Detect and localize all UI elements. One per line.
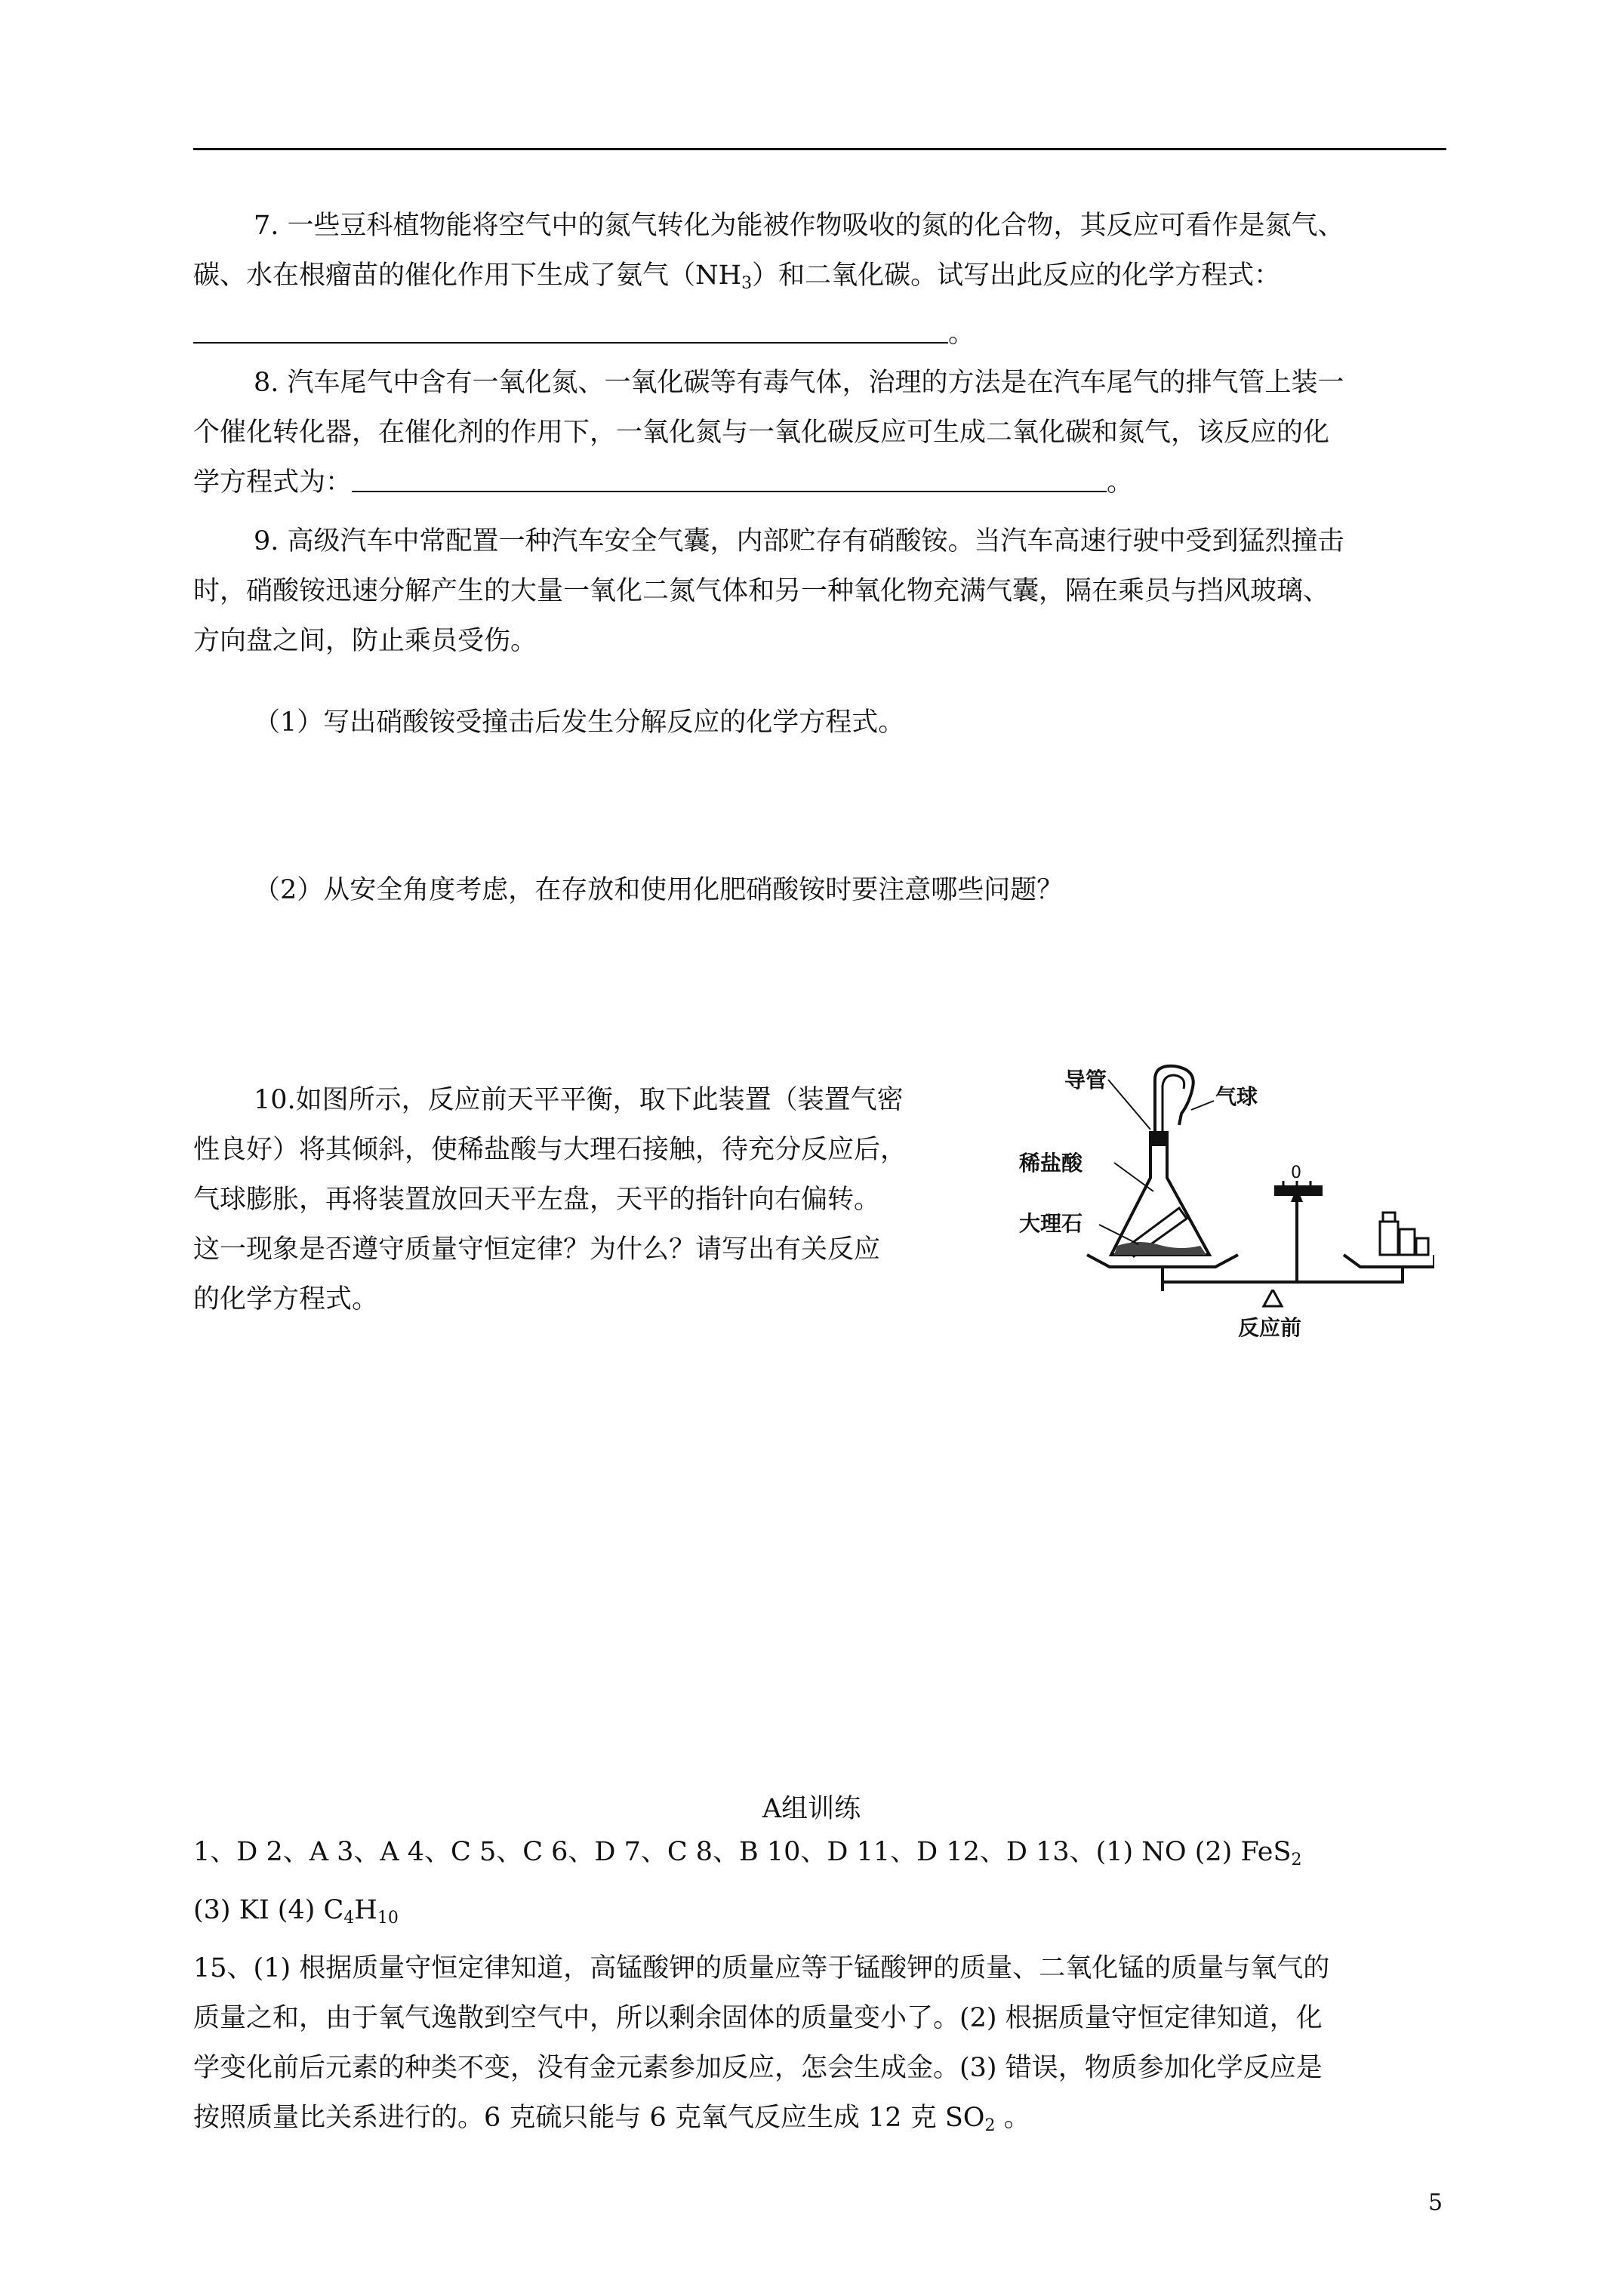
label-caption: 反应前 xyxy=(1238,1315,1302,1340)
answers-row-5: 学变化前后元素的种类不变，没有金元素参加反应，怎会生成金。(3) 错误，物质参加化学反应是 xyxy=(193,2053,1323,2083)
label-zero: 0 xyxy=(1291,1163,1301,1182)
right-pan xyxy=(1344,1255,1434,1267)
q7-answer-line: 。 xyxy=(193,309,1449,359)
answers-row-2: (3) KI (4) $C_4H_{10}$ xyxy=(193,1895,399,1928)
question-9 xyxy=(193,516,1449,666)
answer-blank xyxy=(193,319,948,344)
question-8 xyxy=(193,358,1449,507)
answers-heading: A组训练 xyxy=(762,1794,861,1824)
marble-shape xyxy=(1114,1242,1206,1255)
left-pan xyxy=(1087,1255,1238,1267)
q7-line-1: 7. 一些豆科植物能将空气中的氮气转化为能被作物吸收的氮的化合物，其反应可看作是氮气、 xyxy=(254,211,1344,241)
question-7 xyxy=(193,201,1449,359)
label-balloon: 气球 xyxy=(1215,1084,1258,1109)
label-marble: 大理石 xyxy=(1019,1211,1083,1236)
q9-part-2: （2）从安全角度考虑，在存放和使用化肥硝酸铵时要注意哪些问题？ xyxy=(254,875,1064,905)
stopper-shape xyxy=(1149,1131,1169,1146)
page-number: 5 xyxy=(1428,2190,1443,2216)
scale-shape xyxy=(1274,1185,1323,1196)
q8-line-1: 8. 汽车尾气中含有一氧化氮、一氧化碳等有毒气体，治理的方法是在汽车尾气的排气管上装一 xyxy=(254,368,1344,398)
q7-line-2: 碳、水在根瘤苗的催化作用下生成了氨气$(NH_3)$和二氧化碳。试写出此反应的化学方程式： xyxy=(193,260,1281,293)
answers-row-1: 1、D 2、A 3、A 4、C 5、C 6、D 7、C 8、B 10、D 11、D 12、D 13、(1) NO (2) FeS$_2$ xyxy=(193,1837,1302,1869)
label-tube: 导管 xyxy=(1064,1068,1107,1093)
q10-line-5: 的化学方程式。 xyxy=(193,1284,379,1314)
answer-blank xyxy=(352,468,1107,492)
q10-line-2: 性良好）将其倾斜，使稀盐酸与大理石接触，待充分反应后， xyxy=(193,1135,907,1165)
answers-row-6: 按照质量比关系进行的。6 克硫只能与 6 克氧气反应生成 12 克 $SO_2$ 。 xyxy=(193,2103,1030,2135)
answers-row-3: 15、(1) 根据质量守恒定律知道，高锰酸钾的质量应等于锰酸钾的质量、二氧化锰的质量与氧气的 xyxy=(193,1953,1330,1983)
answers-row-4: 质量之和，由于氧气逸散到空气中，所以剩余固体的质量变小了。(2) 根据质量守恒定律知道，化 xyxy=(193,2003,1323,2033)
question-10 xyxy=(193,1075,978,1324)
q8-line-3: 学方程式为： 。 xyxy=(193,467,1134,498)
balance-apparatus-figure xyxy=(1012,1057,1434,1291)
q9-line-1: 9. 高级汽车中常配置一种汽车安全气囊，内部贮存有硝酸铵。当汽车高速行驶中受到猛烈撞击 xyxy=(254,526,1344,556)
q9-line-3: 方向盘之间，防止乘员受伤。 xyxy=(193,626,537,656)
header-rule xyxy=(193,148,1446,150)
q9-part-1: （1）写出硝酸铵受撞击后发生分解反应的化学方程式。 xyxy=(254,707,905,738)
q10-line-1: 10.如图所示，反应前天平平衡，取下此装置（装置气密 xyxy=(254,1085,904,1115)
weight-shape xyxy=(1380,1222,1398,1255)
q10-line-3: 气球膨胀，再将装置放回天平左盘，天平的指针向右偏转。 xyxy=(193,1185,881,1215)
fulcrum-figure xyxy=(1238,1290,1329,1342)
q8-line-2: 个催化转化器，在催化剂的作用下，一氧化氮与一氧化碳反应可生成二氧化碳和氮气，该反应的化 xyxy=(193,418,1330,448)
q9-line-2: 时，硝酸铵迅速分解产生的大量一氧化二氮气体和另一种氧化物充满气囊，隔在乘员与挡风玻璃、 xyxy=(193,576,1330,606)
label-acid: 稀盐酸 xyxy=(1019,1151,1083,1176)
answers-block xyxy=(193,1827,1461,2151)
q10-line-4: 这一现象是否遵守质量守恒定律？为什么？请写出有关反应 xyxy=(193,1234,881,1265)
